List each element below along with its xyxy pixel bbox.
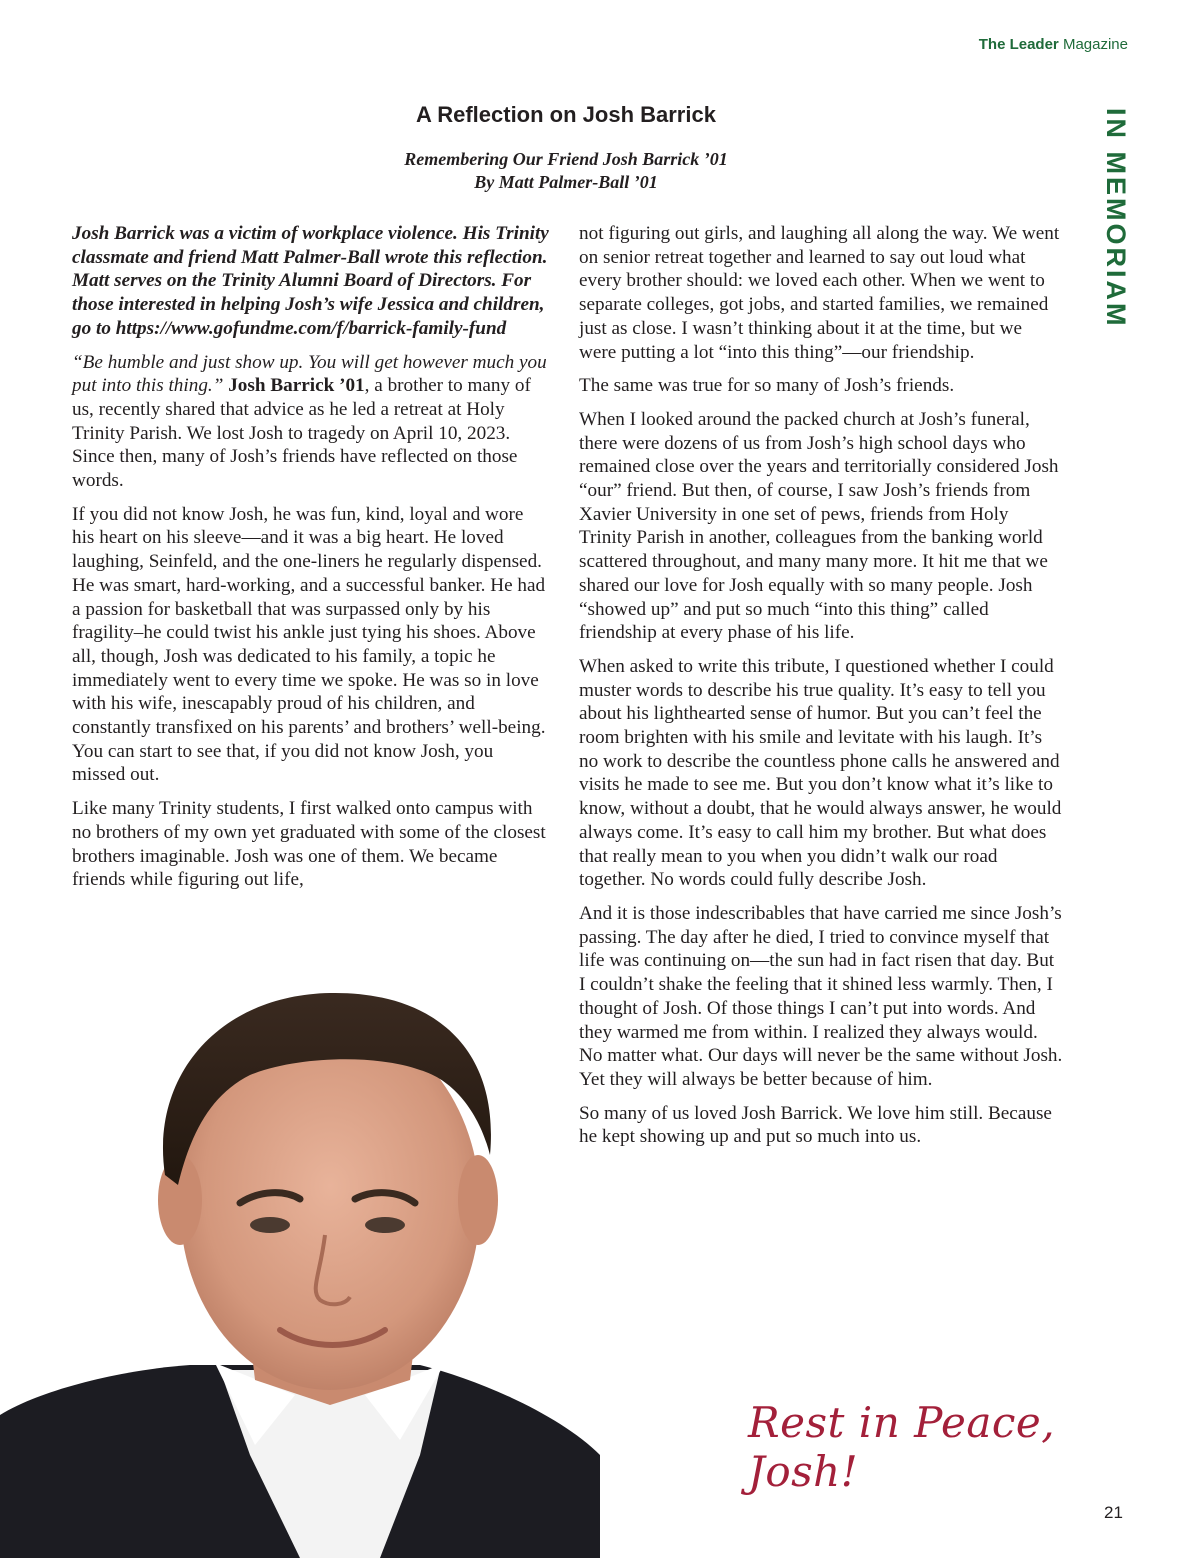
- left-eye: [250, 1217, 290, 1233]
- masthead-brand: The Leader: [978, 36, 1059, 53]
- left-column: [72, 222, 550, 902]
- masthead: [979, 36, 1128, 53]
- portrait-photo: [0, 985, 600, 1558]
- article-subtitle: [270, 148, 862, 194]
- quote-after: , a brother to many of us, recently shared that advice as he led a retreat at Holy Trinity Parish. We lost Josh to tragedy on April 10, 2023. Since then, many of Josh’s friends have reflected on those words.: [72, 375, 531, 492]
- quote-text: “Be humble and just show up. You will get however much you put into this thing.”: [72, 351, 547, 397]
- intro-paragraph: Josh Barrick was a victim of workplace violence. His Trinity classmate and friend Matt Palmer-Ball wrote this reflection. Matt serves on the Trinity Alumni Board of Directors. For those interested in helping Josh’s wife Jessica and children, go to https://www.gofundme.com/f/barrick-family-fund: [72, 223, 549, 339]
- right-ear: [458, 1155, 498, 1245]
- section-label: IN MEMORIAM: [1101, 108, 1131, 329]
- quote-paragraph: [72, 351, 550, 493]
- article-title: A Reflection on Josh Barrick: [416, 102, 716, 127]
- signature-text: Rest in Peace, Josh!: [748, 1398, 1056, 1496]
- section-tab: [1092, 108, 1140, 338]
- paragraph-5: When I looked around the packed church at Josh’s funeral, there were dozens of us from Josh’s high school days who remained close over the years and territorially considered Josh “our” friend. But then, of course, I saw Josh’s friends from Xavier University in one set of pews, friends from Holy Trinity Parish in another, colleagues from the banking world scattered throughout, and many many more. It hit me that we shared our love for Josh equally with so many people. Josh “showed up” and put so much “into this thing” called friendship at every phase of his life.: [579, 408, 1059, 644]
- quote-author: Josh Barrick ’01: [228, 375, 365, 397]
- subtitle-line-1: Remembering Our Friend Josh Barrick ’01: [404, 149, 728, 169]
- paragraph-3: Like many Trinity students, I first walked onto campus with no brothers of my own yet graduated with some of the closest brothers imaginable. Josh was one of them. We became friends while figuring out life,: [72, 798, 546, 891]
- byline: By Matt Palmer-Ball ’01: [474, 172, 658, 192]
- page-number: 21: [1104, 1503, 1123, 1522]
- right-eye: [365, 1217, 405, 1233]
- right-column: [579, 222, 1063, 1159]
- paragraph-8: So many of us loved Josh Barrick. We love him still. Because he kept showing up and put so much into us.: [579, 1102, 1052, 1148]
- paragraph-4: The same was true for so many of Josh’s friends.: [579, 375, 955, 397]
- paragraph-3-continued: not figuring out girls, and laughing all along the way. We went on senior retreat together and learned to say out loud what every brother should: we loved each other. When we went to separate colleges, got jobs, and started families, we remained just as close. I wasn’t thinking about it at the time, but we were putting a lot “into this thing”—our friendship.: [579, 223, 1060, 363]
- paragraph-2: If you did not know Josh, he was fun, kind, loyal and wore his heart on his sleeve—and it was a big heart. He loved laughing, Seinfeld, and the one-liners he regularly dispensed. He was smart, hard-working, and a successful banker. He had a passion for basketball that was surpassed only by his fragility–he could twist his ankle just tying his shoes. Above all, though, Josh was dedicated to his family, a topic he immediately went to every time we spoke. He was so in love with his wife, inescapably proud of his children, and constantly transfixed on his parents’ and brothers’ well-being. You can start to see that, if you did not know Josh, you missed out.: [72, 503, 546, 786]
- masthead-word: Magazine: [1062, 36, 1128, 53]
- paragraph-7: And it is those indescribables that have carried me since Josh’s passing. The day after he died, I tried to convince myself that life was continuing on—the sun had in fact risen that day. But I couldn’t shake the feeling that it shined less warmly. Then, I thought of Josh. Of those things I can’t put into words. And they warmed me from within. I realized they always would. No matter what. Our days will never be the same without Josh. Yet they will always be better because of him.: [579, 902, 1063, 1090]
- paragraph-6: When asked to write this tribute, I questioned whether I could muster words to describe his true quality. It’s easy to tell you about his lighthearted sense of humor. But you can’t feel the room brighten with his smile and levitate with his laugh. It’s no work to describe the countless phone calls he answered and visits he made to see me. But you don’t know what it’s like to know, without a doubt, that he would always answer, he would always come. It’s easy to call him my brother. But what does that really mean to you when you didn’t walk our road together. No words could fully describe Josh.: [579, 655, 1062, 891]
